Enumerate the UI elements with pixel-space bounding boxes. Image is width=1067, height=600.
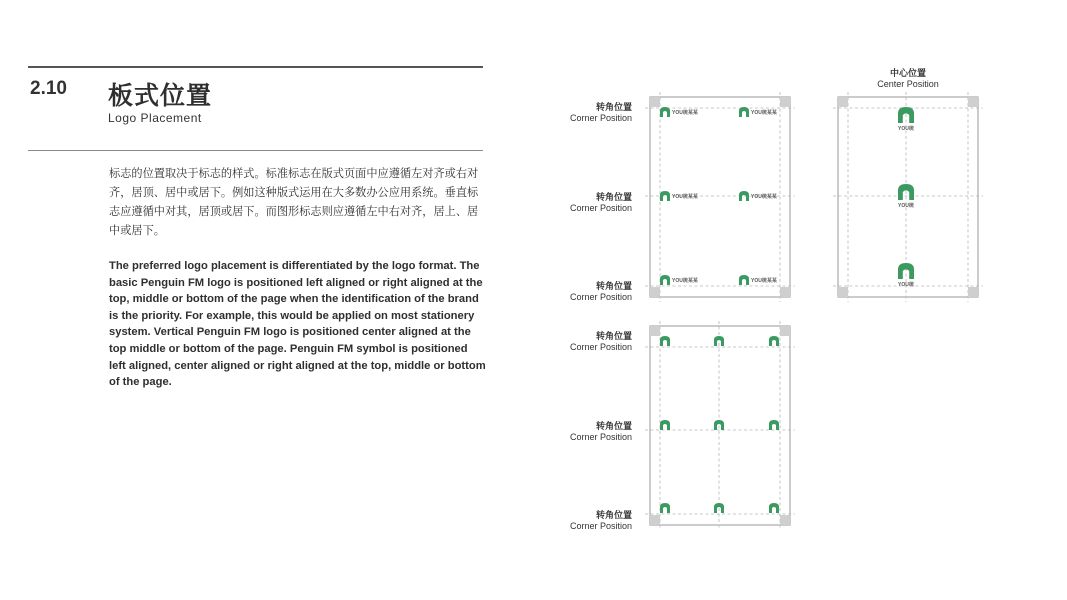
label-en: Corner Position — [569, 432, 632, 442]
label-cn: 中心位置 — [889, 68, 926, 78]
logo-wordmark: YOU统某某 — [672, 278, 698, 284]
section-number: 2.10 — [30, 78, 67, 99]
label-cn: 转角位置 — [595, 281, 632, 291]
symbol-icon — [769, 336, 779, 346]
logo-wordmark: YOU统某某 — [672, 110, 698, 116]
symbol-icon — [660, 420, 670, 430]
logo-wordmark: YOU统 — [898, 203, 914, 209]
corner-marker — [650, 326, 660, 336]
corner-marker — [780, 287, 790, 297]
symbol-icon — [660, 336, 670, 346]
logo-mark-icon — [660, 191, 698, 201]
corner-marker — [780, 97, 790, 107]
corner-marker — [968, 97, 978, 107]
label-en: Corner Position — [569, 113, 632, 123]
corner-marker — [650, 287, 660, 297]
diagram-symbol — [645, 321, 795, 530]
label-cn: 转角位置 — [595, 421, 632, 431]
description-cn: 标志的位置取决于标志的样式。标准标志在版式页面中应遵循左对齐或右对齐，居顶、居中或居下。例如这种版式运用在大多数办公应用系统。垂直标志应遵循中对其，居顶或居下。而图形标志则应遵循左中右对齐，居上、居中或居下。 — [109, 168, 479, 237]
corner-marker — [650, 97, 660, 107]
label-en: Corner Position — [569, 342, 632, 352]
logo-wordmark: YOU统某某 — [672, 194, 698, 200]
label-en: Corner Position — [569, 203, 632, 213]
page-title-en: Logo Placement — [108, 111, 202, 125]
diagram-horizontal-logo — [645, 92, 795, 302]
label-en: Center Position — [877, 79, 939, 89]
corner-marker — [650, 515, 660, 525]
logo-wordmark: YOU统 — [898, 282, 914, 288]
corner-marker — [838, 287, 848, 297]
description-en: The preferred logo placement is differentiated by the logo format. The basic Penguin FM logo is positioned left aligned or right aligned at the top, middle or bottom of the page when the identification of the brand is the priority. For example, this would be applied on most stationery system. Vertical Penguin FM logo is positioned center aligned at the top middle or bottom of the page. Penguin FM symbol is positioned left aligned, center aligned or right aligned at the top, middle or bottom of the page. — [109, 260, 486, 389]
logo-mark-icon — [660, 107, 698, 117]
logo-wordmark: YOU统 — [898, 126, 914, 132]
corner-marker — [780, 326, 790, 336]
corner-marker — [968, 287, 978, 297]
logo-mark-icon — [739, 107, 777, 117]
logo-wordmark: YOU统某某 — [751, 194, 777, 200]
symbol-icon — [769, 420, 779, 430]
corner-marker — [780, 515, 790, 525]
corner-marker — [838, 97, 848, 107]
label-cn: 转角位置 — [595, 102, 632, 112]
label-cn: 转角位置 — [595, 331, 632, 341]
label-en: Corner Position — [569, 521, 632, 531]
diagram-vertical-logo — [833, 92, 983, 302]
logo-wordmark: YOU统某某 — [751, 110, 777, 116]
logo-mark-icon — [739, 275, 777, 285]
page-title-cn: 板式位置 — [108, 82, 213, 110]
symbol-icon — [660, 503, 670, 513]
label-cn: 转角位置 — [595, 510, 632, 520]
label-cn: 转角位置 — [595, 192, 632, 202]
logo-wordmark: YOU统某某 — [751, 278, 777, 284]
logo-mark-icon — [660, 275, 698, 285]
symbol-icon — [769, 503, 779, 513]
label-en: Corner Position — [569, 292, 632, 302]
